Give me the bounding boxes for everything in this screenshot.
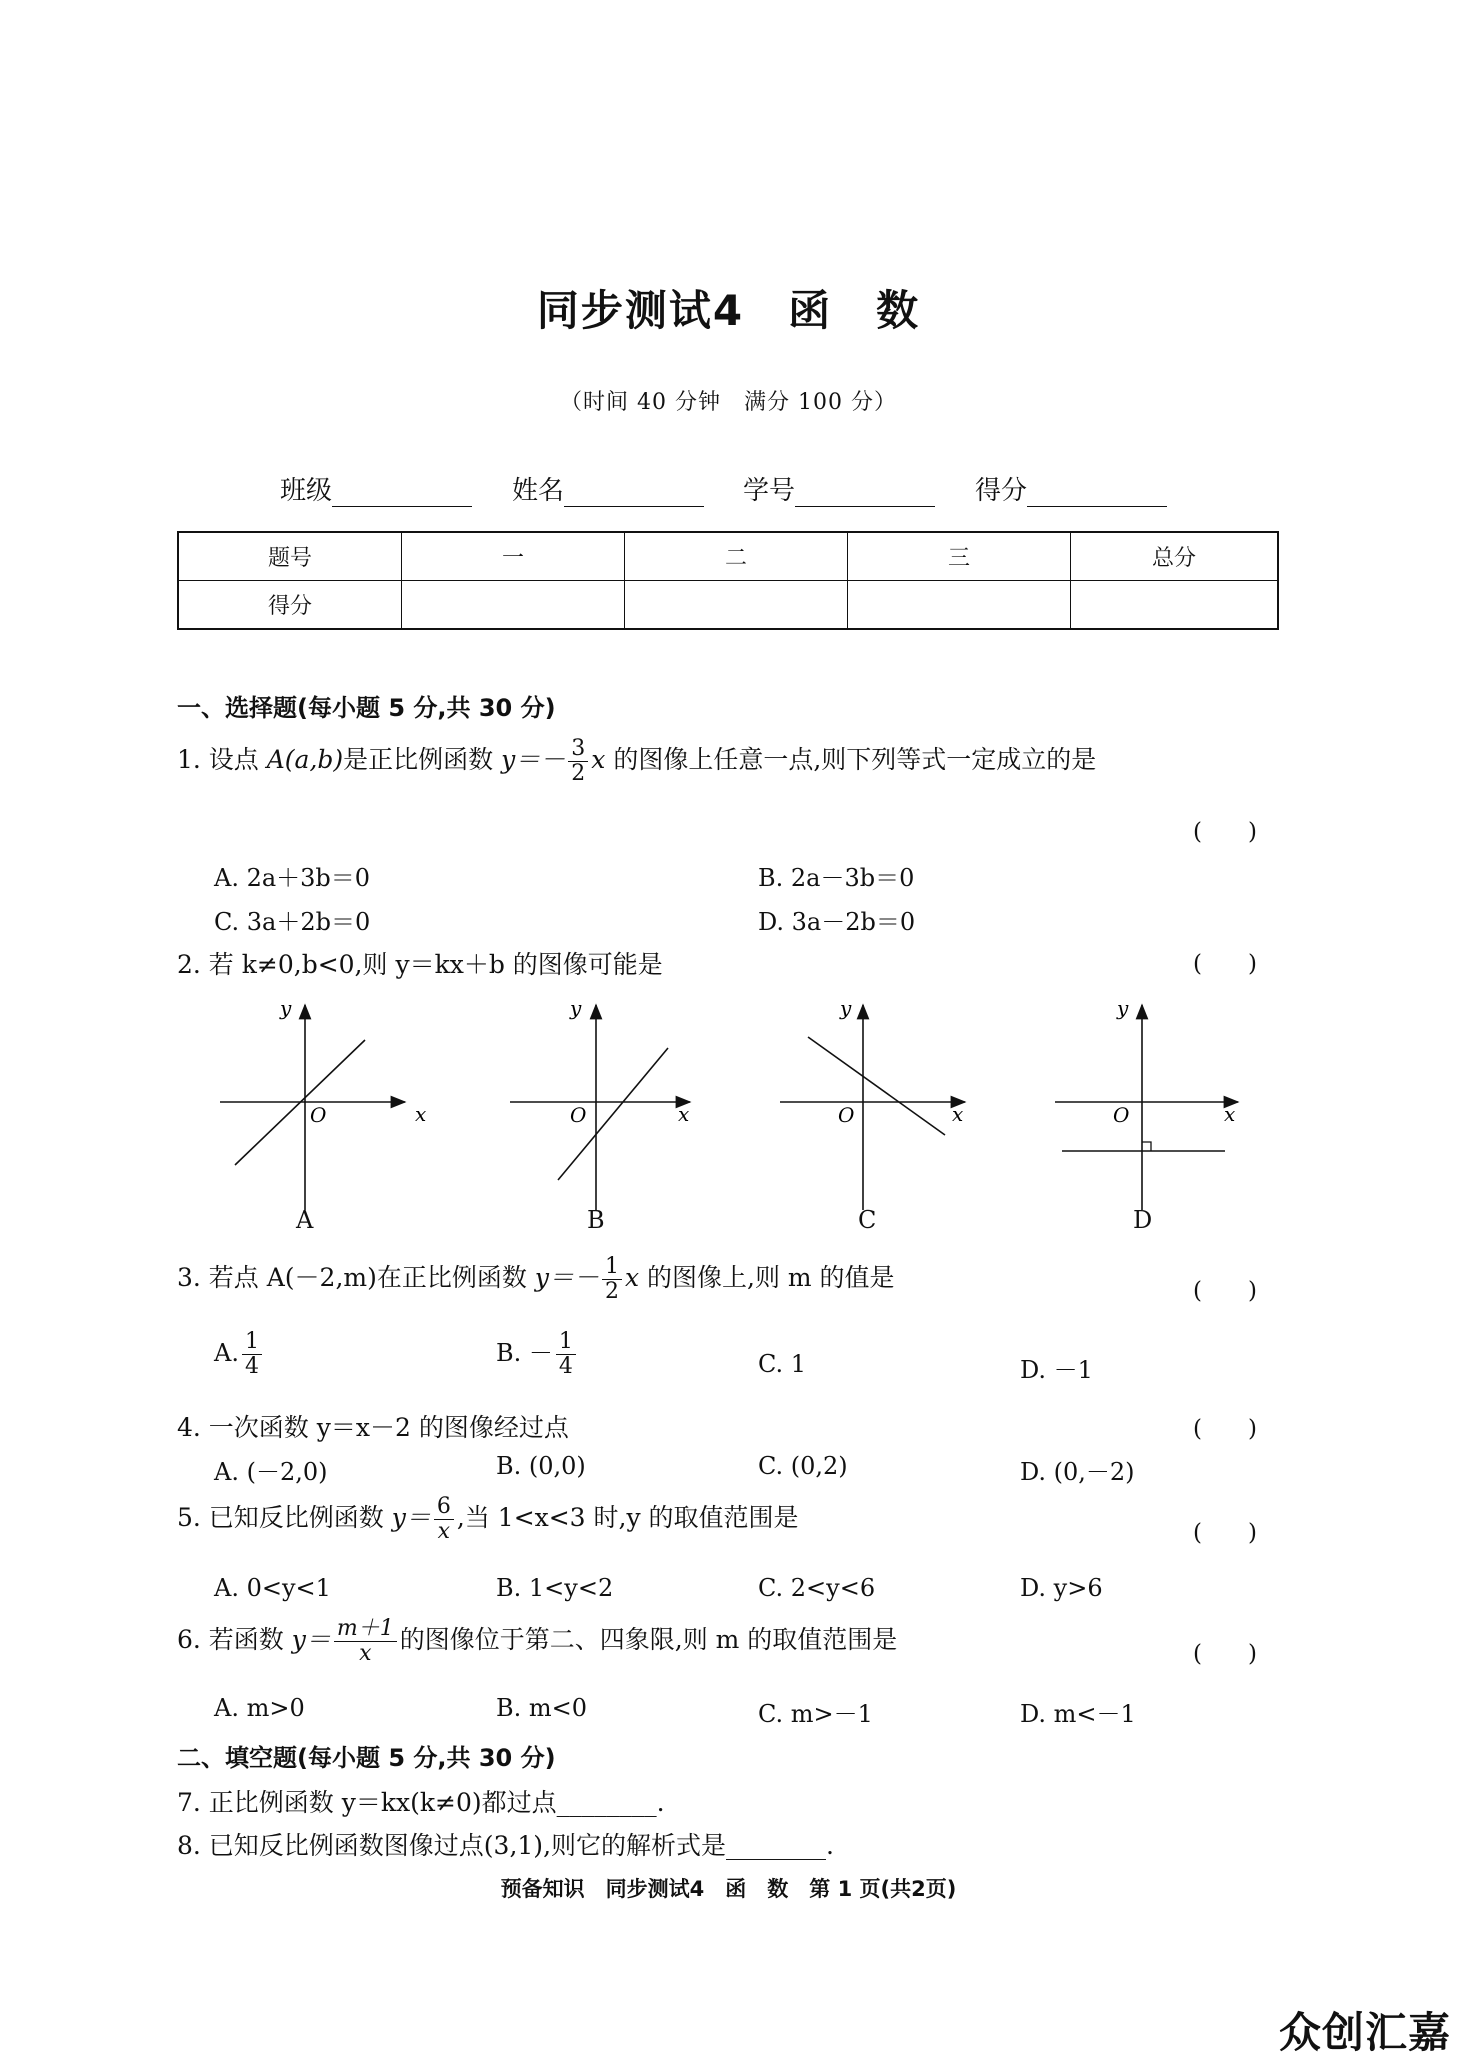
q6-prefix: 6. 若函数 <box>177 1625 284 1655</box>
q5-frac-numerator: 6 <box>434 1495 454 1520</box>
score-field[interactable] <box>975 470 1167 507</box>
q3-option-b-fraction <box>556 1330 576 1379</box>
q5-frac-denominator: x <box>437 1519 451 1545</box>
graph-b-x-label: x <box>678 1102 690 1126</box>
question-6 <box>177 1617 897 1666</box>
table-cell: 总分 <box>1071 532 1279 581</box>
q3-eq-right: x <box>624 1263 640 1293</box>
q3-frac-denominator: 2 <box>604 1279 619 1305</box>
q4-option-a[interactable]: A. (－2,0) <box>214 1458 328 1486</box>
question-1 <box>177 737 1096 786</box>
graph-b-y-label: y <box>570 996 582 1020</box>
q3-option-a-fraction <box>242 1330 262 1379</box>
q4-option-c[interactable]: C. (0,2) <box>758 1452 848 1480</box>
q1-frac-denominator: 2 <box>571 761 586 787</box>
time-score-info: （时间 40 分钟 满分 100 分） <box>560 390 897 415</box>
q6-option-c[interactable]: C. m>－1 <box>758 1700 873 1728</box>
q3-option-a-prefix: A. <box>214 1339 239 1368</box>
q6-suffix: 的图像位于第二、四象限,则 m 的取值范围是 <box>399 1625 898 1655</box>
graph-a[interactable] <box>220 996 426 1210</box>
q3-option-a[interactable] <box>214 1330 265 1379</box>
question-8[interactable]: 8. 已知反比例函数图像过点(3,1),则它的解析式是________. <box>177 1831 834 1860</box>
question-2: 2. 若 k≠0,b<0,则 y＝kx＋b 的图像可能是 <box>177 950 663 979</box>
graph-c-x-label: x <box>952 1102 964 1126</box>
q1-frac-numerator: 3 <box>568 737 588 762</box>
section-1-title: 一、选择题(每小题 5 分,共 30 分) <box>177 694 556 722</box>
q1-suffix: 的图像上任意一点,则下列等式一定成立的是 <box>605 745 1097 775</box>
q3-fraction <box>602 1255 622 1304</box>
question-7[interactable]: 7. 正比例函数 y＝kx(k≠0)都过点________. <box>177 1788 665 1817</box>
score-blank[interactable] <box>1027 478 1167 507</box>
q4-option-d[interactable]: D. (0,－2) <box>1020 1458 1135 1486</box>
q1-prefix: 1. 设点 <box>177 745 267 775</box>
page-footer: 预备知识 同步测试4 函 数 第 1 页(共2页) <box>500 1877 957 1901</box>
score-table-header-row <box>178 532 1278 581</box>
table-cell: 得分 <box>178 581 402 630</box>
q3-eq-left: y＝－ <box>534 1263 599 1293</box>
q1-fraction <box>568 737 588 786</box>
q5-answer-paren[interactable]: ( ) <box>1193 1520 1257 1546</box>
q6-option-d[interactable]: D. m<－1 <box>1020 1700 1136 1728</box>
q6-frac-numerator: m＋1 <box>334 1617 397 1642</box>
q3-prefix: 3. 若点 A(－2,m)在正比例函数 <box>177 1263 527 1293</box>
graph-c[interactable] <box>780 996 965 1210</box>
q4-answer-paren[interactable]: ( ) <box>1193 1416 1257 1442</box>
q5-suffix: ,当 1<x<3 时,y 的取值范围是 <box>456 1503 799 1533</box>
score-input-cell[interactable] <box>402 581 625 630</box>
q5-option-d[interactable]: D. y>6 <box>1020 1574 1103 1602</box>
graph-a-x-label: x <box>415 1102 427 1126</box>
q5-option-b[interactable]: B. 1<y<2 <box>496 1574 614 1602</box>
q6-eq-left: y＝ <box>291 1625 331 1655</box>
q1-option-c[interactable]: C. 3a＋2b＝0 <box>214 908 371 936</box>
q6-frac-denominator: x <box>359 1641 372 1667</box>
q2-answer-paren[interactable]: ( ) <box>1193 951 1257 977</box>
score-input-cell[interactable] <box>1071 581 1279 630</box>
name-label: 姓名 <box>512 476 565 506</box>
graph-b-origin: O <box>570 1103 587 1127</box>
q5-fraction <box>434 1495 454 1544</box>
q6-option-a[interactable]: A. m>0 <box>214 1694 305 1722</box>
q5-option-a[interactable]: A. 0<y<1 <box>214 1574 331 1602</box>
graph-b-label: B <box>587 1206 605 1234</box>
page-title: 同步测试4 函 数 <box>536 286 921 335</box>
q1-eq-left: y＝－ <box>501 745 566 775</box>
score-input-cell[interactable] <box>625 581 848 630</box>
q3-option-b-prefix: B. － <box>496 1339 553 1368</box>
q6-answer-paren[interactable]: ( ) <box>1193 1641 1257 1667</box>
graph-d[interactable] <box>1055 996 1238 1210</box>
graph-c-line <box>808 1037 945 1135</box>
q6-fraction <box>334 1617 397 1666</box>
graph-a-origin: O <box>310 1103 327 1127</box>
score-label: 得分 <box>975 476 1028 506</box>
q3-option-d[interactable]: D. －1 <box>1020 1356 1093 1384</box>
q3-option-b-denominator: 4 <box>558 1354 573 1380</box>
student-id-label: 学号 <box>743 476 796 506</box>
q4-option-b[interactable]: B. (0,0) <box>496 1452 586 1480</box>
question-3 <box>177 1255 895 1304</box>
q1-mid: 是正比例函数 <box>343 745 494 775</box>
q1-eq-right: x <box>591 745 606 775</box>
q3-frac-numerator: 1 <box>602 1255 622 1280</box>
graph-d-right-angle <box>1142 1142 1151 1151</box>
q3-option-c[interactable]: C. 1 <box>758 1350 807 1378</box>
q3-option-b-numerator: 1 <box>556 1330 576 1355</box>
q2-graphs <box>200 995 1260 1245</box>
question-5 <box>177 1495 799 1544</box>
q3-option-a-numerator: 1 <box>242 1330 262 1355</box>
q5-prefix: 5. 已知反比例函数 <box>177 1503 384 1533</box>
table-cell: 题号 <box>178 532 402 581</box>
graph-c-label: C <box>858 1206 877 1234</box>
class-blank[interactable] <box>332 478 472 507</box>
q6-option-b[interactable]: B. m<0 <box>496 1694 588 1722</box>
score-table <box>177 531 1279 630</box>
q3-answer-paren[interactable]: ( ) <box>1193 1278 1257 1304</box>
table-cell: 三 <box>848 532 1071 581</box>
score-input-cell[interactable] <box>848 581 1071 630</box>
student-id-field[interactable] <box>743 470 935 507</box>
graph-c-origin: O <box>838 1103 855 1127</box>
watermark-logo: 众创汇嘉 <box>1278 2008 1451 2057</box>
graph-c-y-label: y <box>840 996 852 1020</box>
graph-d-x-label: x <box>1224 1102 1236 1126</box>
q1-option-b[interactable]: B. 2a－3b＝0 <box>758 864 915 892</box>
student-id-blank[interactable] <box>795 478 935 507</box>
table-cell: 一 <box>402 532 625 581</box>
q3-option-a-denominator: 4 <box>244 1354 259 1380</box>
graph-d-label: D <box>1133 1206 1153 1234</box>
q1-option-d[interactable]: D. 3a－2b＝0 <box>758 908 916 936</box>
class-field[interactable] <box>280 470 472 507</box>
q1-point: A(a,b) <box>266 745 344 775</box>
graph-d-origin: O <box>1113 1103 1130 1127</box>
name-field[interactable] <box>512 470 704 507</box>
q5-option-c[interactable]: C. 2<y<6 <box>758 1574 876 1602</box>
name-blank[interactable] <box>564 478 704 507</box>
q1-answer-paren[interactable]: ( ) <box>1193 819 1257 845</box>
graph-b[interactable] <box>510 996 690 1210</box>
q3-option-b[interactable] <box>496 1330 579 1379</box>
class-label: 班级 <box>280 476 333 506</box>
question-4: 4. 一次函数 y＝x－2 的图像经过点 <box>177 1413 569 1442</box>
graph-a-label: A <box>296 1206 314 1234</box>
table-cell: 二 <box>625 532 848 581</box>
q1-option-a[interactable]: A. 2a＋3b＝0 <box>214 864 371 892</box>
q3-suffix: 的图像上,则 m 的值是 <box>639 1263 895 1293</box>
score-table-score-row <box>178 581 1278 630</box>
graph-a-y-label: y <box>280 996 292 1020</box>
graph-d-y-label: y <box>1117 996 1129 1020</box>
q5-eq-left: y＝ <box>391 1503 431 1533</box>
section-2-title: 二、填空题(每小题 5 分,共 30 分) <box>177 1744 556 1772</box>
